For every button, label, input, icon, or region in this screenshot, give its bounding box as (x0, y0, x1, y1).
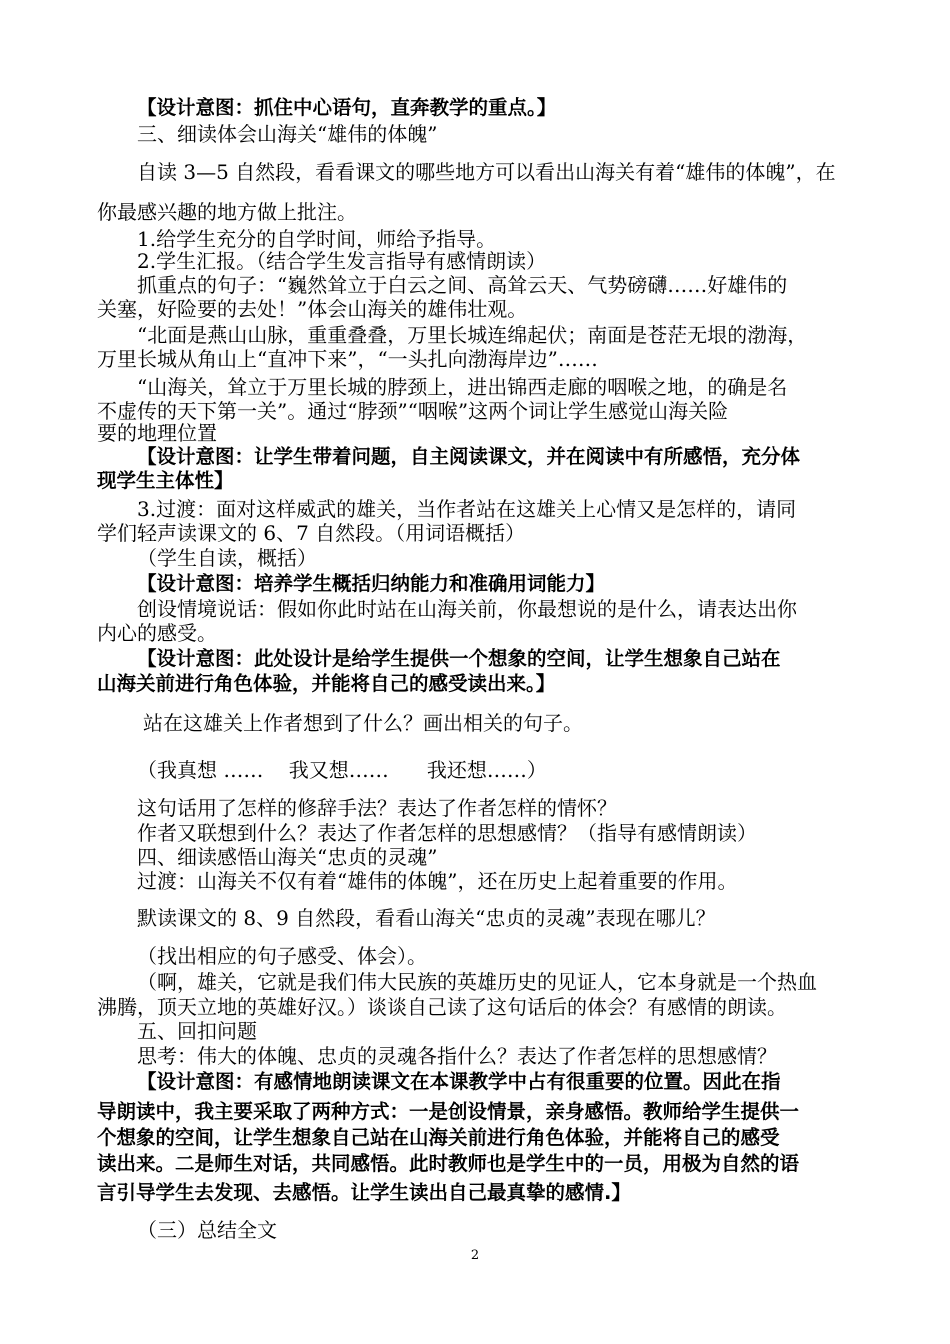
section-summary-heading: （三）总结全文 (137, 1218, 277, 1242)
design-intent-1: 【设计意图：抓住中心语句，直奔教学的重点。】 (137, 96, 557, 119)
design-intent-5: 个想象的空间，让学生想象自己站在山海关前进行角色体验，并能将自己的感受 (97, 1126, 780, 1149)
paragraph-line: 作者又联想到什么？表达了作者怎样的思想感情？（指导有感情朗读） (137, 821, 757, 845)
section-4-heading: 四、细读感悟山海关“忠贞的灵魂” (137, 845, 438, 869)
paragraph-line: （找出相应的句子感受、体会）。 (137, 944, 427, 968)
paragraph-line: 默读课文的 8、9 自然段，看看山海关“忠贞的灵魂”表现在哪儿？ (137, 906, 716, 930)
paragraph-line: 创设情境说话：假如你此时站在山海关前，你最想说的是什么，请表达出你 (137, 597, 797, 621)
paragraph-line: 过渡：山海关不仅有着“雄伟的体魄”，还在历史上起着重要的作用。 (137, 869, 738, 893)
paragraph-line: 内心的感受。 (97, 621, 217, 645)
paragraph-line: 1.给学生充分的自学时间，师给予指导。 (137, 227, 497, 251)
paragraph-line: 要的地理位置 (97, 421, 217, 445)
design-intent-5: 【设计意图：有感情地朗读课文在本课教学中占有很重要的位置。因此在指 (137, 1070, 781, 1093)
paragraph-line: 这句话用了怎样的修辞手法？表达了作者怎样的情怀？ (137, 796, 617, 820)
design-intent-2: 【设计意图：让学生带着问题，自主阅读课文，并在阅读中有所感悟，充分体 (137, 445, 801, 468)
paragraph-line: 你最感兴趣的地方做上批注。 (97, 200, 357, 224)
paragraph-line: 万里长城从角山上“直冲下来”，“一头扎向渤海岸边”…… (97, 347, 598, 371)
design-intent-4: 【设计意图：此处设计是给学生提供一个想象的空间，让学生想象自己站在 (137, 647, 781, 670)
paragraph-line: 关塞，好险要的去处！”体会山海关的雄伟壮观。 (97, 297, 528, 321)
design-intent-5: 读出来。二是师生对话，共同感悟。此时教师也是学生中的一员，用极为自然的语 (97, 1152, 800, 1175)
section-5-heading: 五、回扣问题 (137, 1019, 257, 1043)
paragraph-line: “山海关，耸立于万里长城的脖颈上，进出锦西走廊的咽喉之地，的确是名 (137, 375, 788, 399)
paragraph-line: 不虚传的天下第一关”。通过“脖颈”“咽喉”这两个词让学生感觉山海关险 (97, 399, 729, 423)
paragraph-line: “北面是燕山山脉，重重叠叠，万里长城连绵起伏；南面是苍茫无垠的渤海， (137, 323, 808, 347)
paragraph-line: 沸腾，顶天立地的英雄好汉。）谈谈自己读了这句话后的体会？有感情的朗读。 (97, 995, 787, 1019)
paragraph-line: 思考：伟大的体魄、忠贞的灵魂各指什么？表达了作者怎样的思想感情？ (137, 1044, 777, 1068)
paragraph-line: 学们轻声读课文的 6、7 自然段。（用词语概括） (97, 521, 526, 545)
paragraph-line: 2.学生汇报。（结合学生发言指导有感情朗读） (137, 249, 547, 273)
paragraph-line: 3.过渡：面对这样威武的雄关，当作者站在这雄关上心情又是怎样的，请同 (137, 497, 797, 521)
design-intent-4: 山海关前进行角色体验，并能将自己的感受读出来。】 (97, 672, 556, 695)
paragraph-line: 抓重点的句子：“巍然耸立于白云之间、高耸云天、气势磅礴……好雄伟的 (137, 273, 788, 297)
paragraph-line: （学生自读，概括） (137, 546, 317, 570)
design-intent-3: 【设计意图：培养学生概括归纳能力和准确用词能力】 (137, 572, 606, 595)
paragraph-line: 自读 3—5 自然段，看看课文的哪些地方可以看出山海关有着“雄伟的体魄”，在 (137, 160, 836, 184)
design-intent-2: 现学生主体性】 (97, 469, 234, 492)
paragraph-line: （啊，雄关，它就是我们伟大民族的英雄历史的见证人，它本身就是一个热血 (137, 970, 817, 994)
design-intent-5: 言引导学生去发现、去感悟。让学生读出自己最真挚的感情.】 (97, 1181, 631, 1204)
design-intent-5: 导朗读中，我主要采取了两种方式：一是创设情景，亲身感悟。教师给学生提供一 (97, 1100, 800, 1123)
paragraph-line: 站在这雄关上作者想到了什么？画出相关的句子。 (143, 711, 583, 735)
section-3-heading: 三、细读体会山海关“雄伟的体魄” (137, 122, 438, 146)
paragraph-line: （我真想 …… 我又想…… 我还想……） (137, 758, 547, 782)
page-number: 2 (470, 1248, 480, 1263)
